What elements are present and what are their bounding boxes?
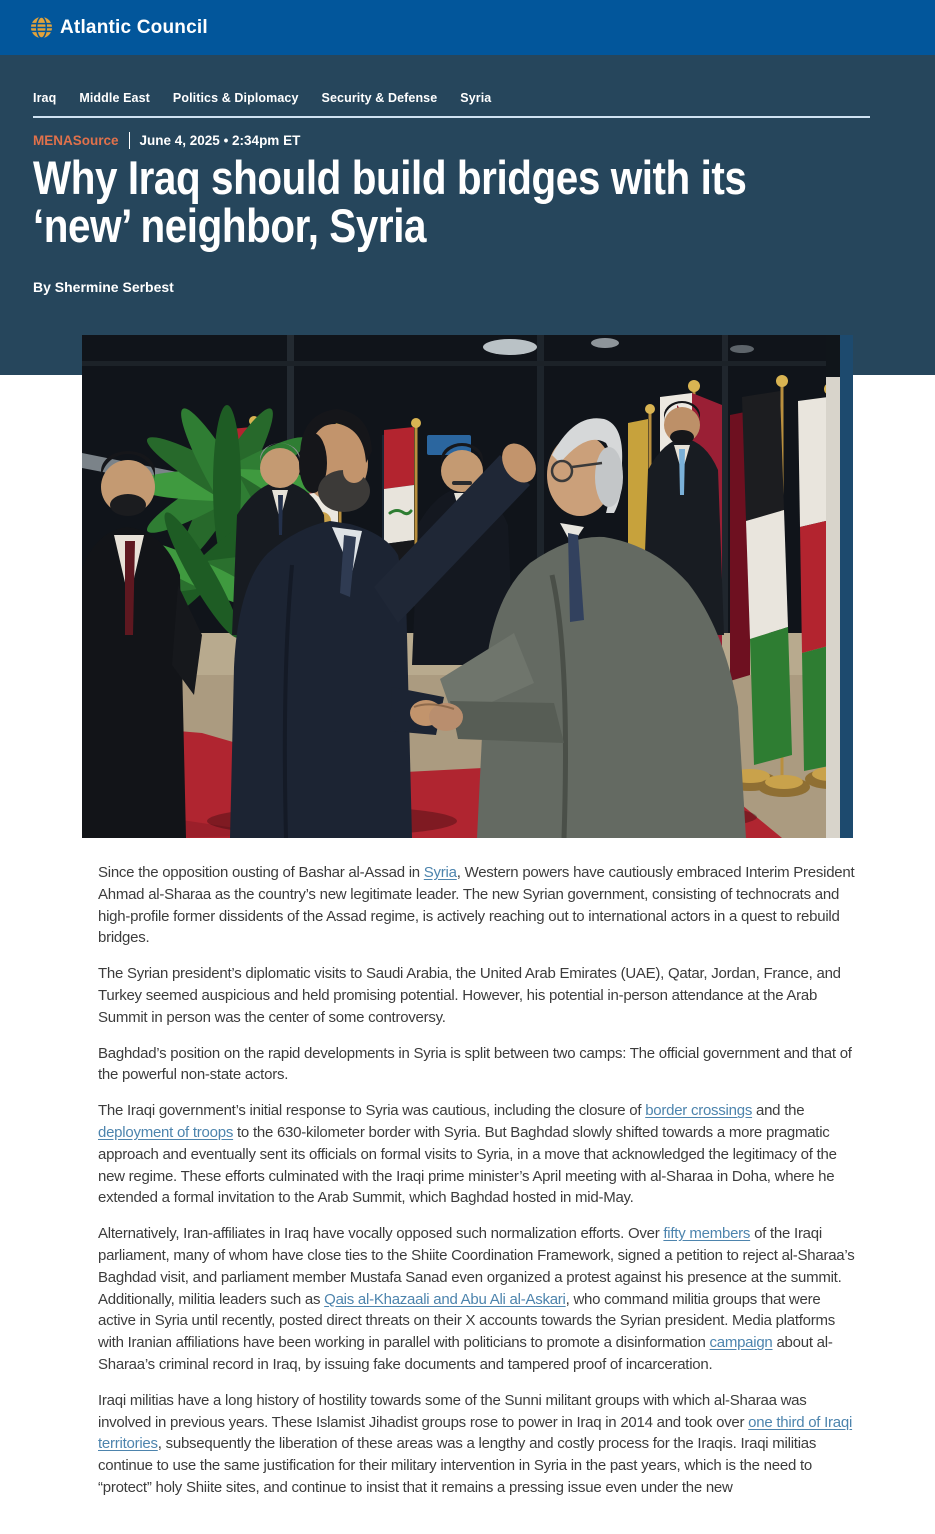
inline-link[interactable]: campaign	[709, 1334, 773, 1352]
article-paragraph-2	[98, 963, 858, 1028]
inline-link[interactable]: border crossings	[645, 1102, 753, 1120]
paragraph-text: Alternatively, Iran-affiliates in Iraq have vocally opposed such normalization efforts. Over	[98, 1225, 664, 1243]
inline-link[interactable]: one third of Iraqi territories	[98, 1413, 853, 1453]
paragraph-text: , Western powers have cautiously embraced Interim President Ahmad al-Sharaa as the country’s new legitimate leader. The new Syrian government, consisting of technocrats and high-profile former dissidents of the Assad regime, is actively reaching out to international actors in a quest to rebuild bridges.	[98, 864, 855, 947]
white-pillar	[826, 377, 840, 838]
article-paragraph-4	[98, 1100, 858, 1209]
nav-item-security-defense[interactable]: Security & Defense	[321, 91, 438, 105]
nav-item-iraq[interactable]: Iraq	[33, 91, 57, 105]
paragraph-text: to the 630-kilometer border with Syria. But Baghdad slowly shifted towards a more pragmatic approach and eventually sent its officials on formal visits to Syria, in a move that acknowledged the legitimacy of the new regime. These efforts culminated with the Iraqi prime minister’s April meeting with al-Sharaa in Doha, where he extended a formal invitation to the Arab Summit, which Baghdad hosted in mid-May.	[98, 1123, 837, 1207]
paragraph-text: Baghdad’s position on the rapid developments in Syria is split between two camps: The official government and that of the powerful non-state actors.	[98, 1044, 852, 1084]
dateline: June 4, 2025 • 2:34pm ET	[139, 133, 301, 148]
kicker-row	[33, 132, 300, 149]
page-title-line-1: Why Iraq should build bridges with its	[33, 151, 747, 204]
paragraph-text: , who command militia groups that were active in Syria until recently, posted direct threats on their X accounts towards the Syrian president. Media platforms with Iranian affiliations have been working in parallel with politicians to promote a disinformation	[98, 1290, 836, 1352]
paragraph-text: The Iraqi government’s initial response to Syria was cautious, including the closure of	[98, 1102, 646, 1120]
article-paragraph-3	[98, 1043, 858, 1087]
primary-nav	[33, 91, 491, 105]
paragraph-text: and the	[752, 1102, 805, 1120]
nav-item-politics-diplomacy[interactable]: Politics & Diplomacy	[172, 91, 299, 105]
inline-link[interactable]: Qais al-Khazaali and Abu Ali al-Askari	[324, 1290, 566, 1308]
page-title-line-2: ‘new’ neighbor, Syria	[33, 199, 427, 252]
inline-link[interactable]: fifty members	[663, 1225, 751, 1243]
site-header	[0, 0, 935, 55]
brand-wordmark[interactable]: Atlantic Council	[60, 16, 208, 38]
article-paragraph-5	[98, 1223, 858, 1376]
article-paragraph-1	[98, 862, 858, 949]
source-label[interactable]: MENASource	[33, 133, 119, 148]
article-hero-photo	[82, 335, 853, 838]
blue-glass-strip	[840, 335, 853, 838]
inline-link[interactable]: Syria	[423, 864, 457, 881]
page-title	[33, 151, 807, 252]
kicker-separator	[129, 132, 130, 149]
hero-photo-illustration	[82, 335, 853, 838]
paragraph-text: about al-Sharaa’s criminal record in Iraq, by issuing fake documents and tampered proof of incarceration.	[98, 1334, 833, 1373]
article-body	[98, 862, 858, 1513]
paragraph-text: of the Iraqi parliament, many of whom have close ties to the Shiite Coordination Framework, signed a petition to reject al-Sharaa’s Baghdad visit, and parliament member Mustafa Sanad even organized a protest against his presence at the summit. Additionally, militia leaders such as	[98, 1225, 855, 1308]
inline-link[interactable]: deployment of troops	[98, 1123, 234, 1141]
nav-item-middle-east[interactable]: Middle East	[79, 91, 150, 105]
article-hero	[0, 55, 935, 375]
nav-item-syria[interactable]: Syria	[460, 91, 492, 105]
paragraph-text: Iraqi militias have a long history of hostility towards some of the Sunni militant groups with which al-Sharaa was involved in previous years. These Islamist Jihadist groups rose to power in Iraq in 2014 and took over	[98, 1391, 807, 1431]
article-paragraph-6	[98, 1390, 858, 1499]
globe-icon	[30, 16, 53, 39]
paragraph-text: Since the opposition ousting of Bashar al-Assad in	[98, 864, 424, 881]
paragraph-text: , subsequently the liberation of these areas was a lengthy and costly process for the Iraqis. Iraqi militias continue to use the same justification for their military intervention in Syria in the past years, which is the need to “protect” holy Shiite sites, and continue to insist that it remains a pressing issue even under the new	[98, 1435, 817, 1496]
paragraph-text: The Syrian president’s diplomatic visits to Saudi Arabia, the United Arab Emirates (UAE), Qatar, Jordan, France, and Turkey seemed auspicious and held promising potential. However, his potential in-person attendance at the Arab Summit in person was the center of some controversy.	[98, 965, 841, 1026]
byline: By Shermine Serbest	[33, 279, 174, 295]
nav-divider	[33, 116, 870, 118]
